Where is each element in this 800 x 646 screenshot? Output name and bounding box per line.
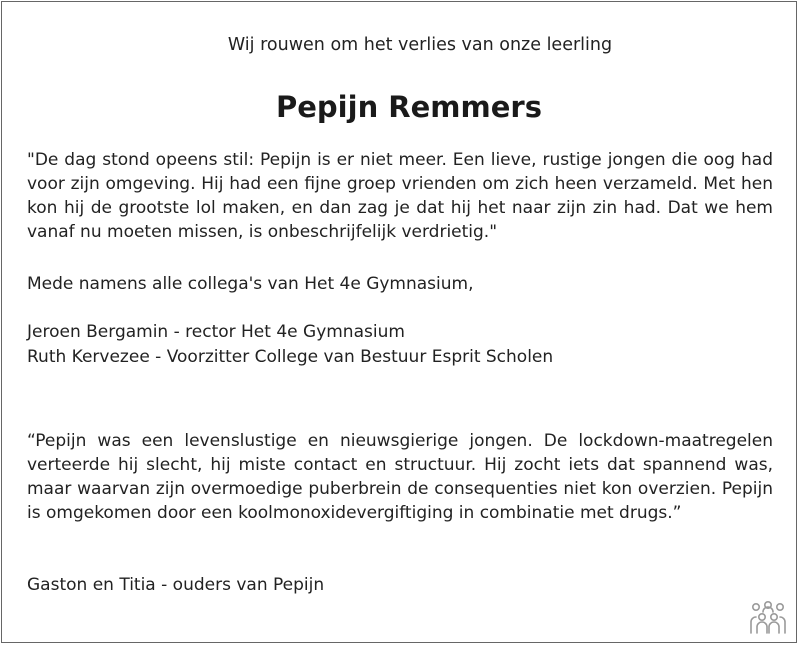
- on-behalf-line: Mede namens alle collega's van Het 4e Gymnasium,: [27, 274, 474, 294]
- signatory-rector: Jeroen Bergamin - rector Het 4e Gymnasium: [27, 322, 405, 342]
- parents-signature: Gaston en Titia - ouders van Pepijn: [27, 575, 325, 595]
- quote-parents: “Pepijn was een levenslustige en nieuwsgierige jongen. De lockdown-maatregelen verteerde hij slecht, hij miste contact en structuur. Hij zocht iets dat spannend was, maar waarvan zijn overmoedige puberbrein de consequenties niet kon overzien. Pepijn is omgekomen door een koolmonoxidevergiftiging in combinatie met drugs.”: [27, 431, 773, 523]
- quote-school: "De dag stond opeens stil: Pepijn is er niet meer. Een lieve, rustige jongen die oog had voor zijn omgeving. Hij had een fijne groep vrienden om zich heen verzameld. Met hen kon hij de grootste lol maken, en dan zag je dat hij het naar zijn zin had. Dat we hem vanaf nu moeten missen, is onbeschrijfelijk verdrietig.": [27, 150, 773, 242]
- deceased-name: Pepijn Remmers: [276, 90, 542, 124]
- people-group-icon: [748, 600, 788, 636]
- signatory-board: Ruth Kervezee - Voorzitter College van Bestuur Esprit Scholen: [27, 347, 554, 367]
- intro-line: Wij rouwen om het verlies van onze leerling: [227, 35, 613, 55]
